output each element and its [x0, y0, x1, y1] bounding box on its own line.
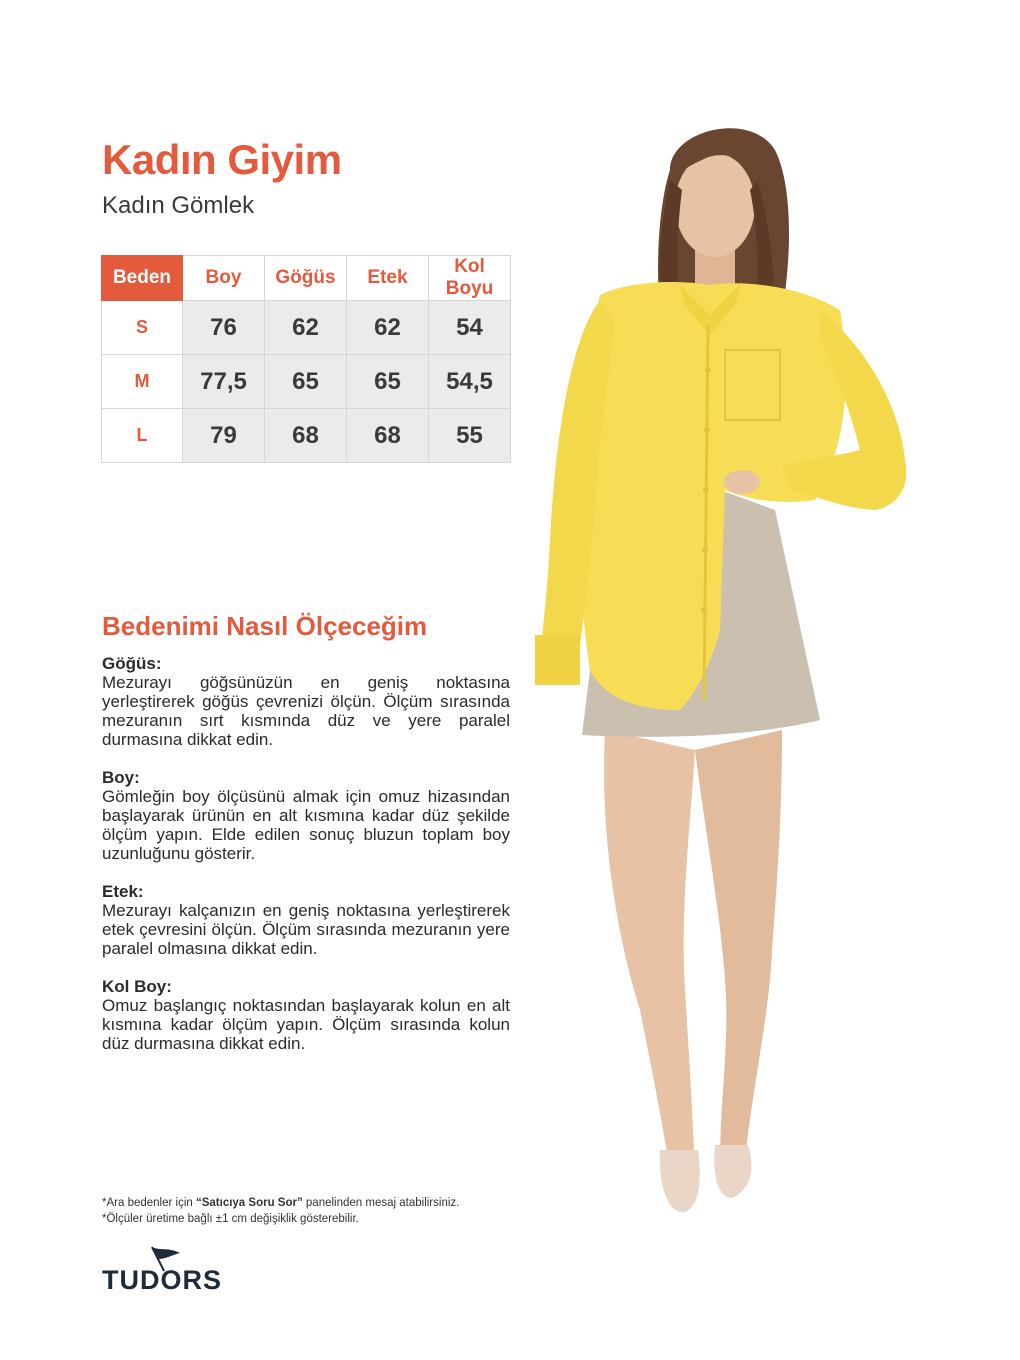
section-body: Mezurayı göğsünüzün en geniş noktasına yerleştirerek göğüs çevrenizi ölçün. Ölçüm sırasında mezuranın sırt kısmında düz ve yere paralel durmasına dikkat edin.	[102, 673, 510, 749]
measure-section-boy	[102, 768, 510, 863]
brand-logo	[102, 1245, 232, 1297]
footnote-bold: “Satıcıya Soru Sor”	[195, 1197, 303, 1209]
header-gogus: Göğüs	[265, 256, 347, 301]
footnote-line: *Ölçüler üretime bağlı ±1 cm değişiklik gösterebilir.	[102, 1213, 359, 1225]
footnotes	[102, 1195, 459, 1227]
size-table	[101, 255, 511, 463]
table-row	[102, 301, 511, 355]
measure-section-gogus	[102, 654, 510, 749]
how-to-measure-sections	[102, 654, 510, 1072]
logo-wordmark: TUDORS	[102, 1265, 222, 1295]
table-row	[102, 355, 511, 409]
section-heading: Etek:	[102, 882, 144, 901]
shoe-right	[714, 1145, 751, 1198]
value-cell: 54,5	[429, 355, 511, 409]
section-body: Omuz başlangıç noktasından başlayarak kolun en alt kısmına kadar ölçüm yapın. Ölçüm sırasında kolun düz durmasına dikkat edin.	[102, 996, 510, 1053]
section-body: Mezurayı kalçanızın en geniş noktasına yerleştirerek etek çevresini ölçün. Ölçüm sırasında mezuranın yere paralel olmasına dikkat edin.	[102, 901, 510, 958]
header-beden: Beden	[102, 256, 183, 301]
size-cell: M	[102, 355, 183, 409]
value-cell: 65	[265, 355, 347, 409]
value-cell: 77,5	[183, 355, 265, 409]
value-cell: 76	[183, 301, 265, 355]
value-cell: 54	[429, 301, 511, 355]
page-subtitle: Kadın Gömlek	[102, 192, 255, 219]
shoe-left	[660, 1150, 700, 1212]
value-cell: 55	[429, 409, 511, 463]
face	[675, 153, 755, 257]
page-title: Kadın Giyim	[102, 136, 342, 183]
size-cell: S	[102, 301, 183, 355]
footnote-suffix: panelinden mesaj atabilirsiniz.	[302, 1197, 460, 1209]
value-cell: 65	[347, 355, 429, 409]
measure-section-etek	[102, 882, 510, 958]
section-heading: Boy:	[102, 768, 140, 787]
shirt-body	[580, 282, 846, 710]
leg-right	[695, 730, 782, 1160]
value-cell: 79	[183, 409, 265, 463]
value-cell: 62	[265, 301, 347, 355]
section-body: Gömleğin boy ölçüsünü almak için omuz hizasından başlayarak ürünün en alt kısmına kadar düz şekilde ölçüm yapın. Elde edilen sonuç bluzun toplam boy uzunluğunu gösterir.	[102, 787, 510, 863]
table-row	[102, 409, 511, 463]
leg-left	[604, 730, 695, 1170]
section-heading: Göğüs:	[102, 654, 162, 673]
footnote-line	[102, 1195, 459, 1211]
measure-section-kol-boy	[102, 977, 510, 1053]
cuff-left	[535, 635, 580, 685]
footnote-prefix: *Ara bedenler için	[102, 1197, 196, 1209]
value-cell: 62	[347, 301, 429, 355]
hand-right	[724, 470, 760, 494]
section-heading: Kol Boy:	[102, 977, 172, 996]
value-cell: 68	[347, 409, 429, 463]
value-cell: 68	[265, 409, 347, 463]
how-to-measure-title: Bedenimi Nasıl Ölçeceğim	[102, 611, 428, 641]
model-photo	[520, 110, 920, 1230]
header-etek: Etek	[347, 256, 429, 301]
header-boy: Boy	[183, 256, 265, 301]
header-kol-boyu: Kol Boyu	[429, 256, 511, 301]
size-cell: L	[102, 409, 183, 463]
size-table-header-row	[102, 256, 511, 301]
